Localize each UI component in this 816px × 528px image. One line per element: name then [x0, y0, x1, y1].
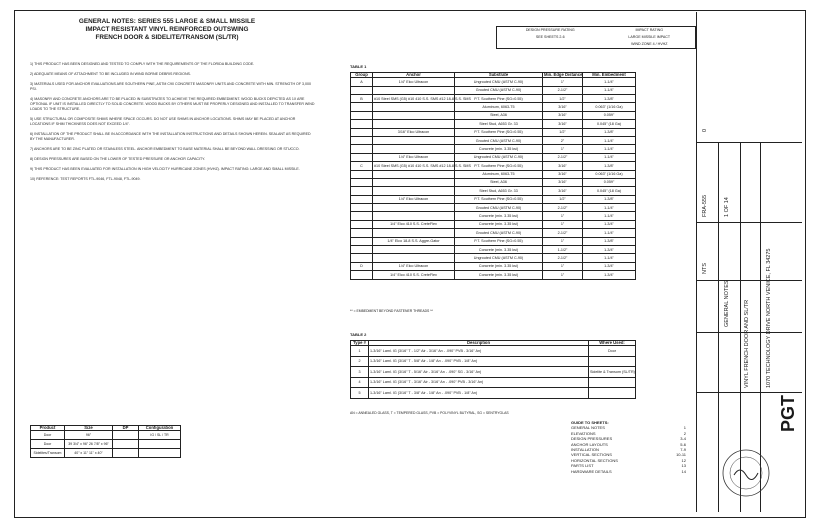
- product-cell: 40" x 11" 11" x 40": [65, 449, 113, 458]
- table1-cell: 2-1/2": [543, 86, 583, 94]
- toc-page: 14: [681, 468, 686, 474]
- table1-cell: 0.045" (18 Ga): [583, 120, 636, 128]
- table1-cell: [373, 246, 455, 254]
- product-header: DP: [113, 426, 139, 431]
- table-row: [351, 377, 636, 388]
- table-row: [351, 262, 636, 270]
- table1-cell: Grouted CMU (ASTM C-90): [455, 204, 543, 212]
- table1-cell: P.T. Southern Pine (SG=0.55): [455, 237, 543, 245]
- table1-cell: 3/16" Elco Ultracon: [373, 128, 455, 136]
- table1-cell: Grouted CMU (ASTM C-90): [455, 229, 543, 237]
- table1-cell: 1": [543, 237, 583, 245]
- table1-cell: Grouted CMU (ASTM C-90): [455, 86, 543, 94]
- table1-cell: 1-3/8": [583, 237, 636, 245]
- table1-cell: 1/4" Elco Ultracon: [373, 78, 455, 86]
- table1-cell: Ungrouted CMU (ASTM C-90): [455, 254, 543, 262]
- table1-cell: 0.063" (1/16 Ga): [583, 170, 636, 178]
- table1-cell: [373, 187, 455, 195]
- table-row: [351, 212, 636, 220]
- product-cell: [139, 440, 181, 449]
- table2-cell: 1-3/16" Laml. IG (3/16" T - 5/8" Air - 1/8" An - .090" PVB - 1/8" An): [369, 356, 589, 367]
- table-row: [351, 94, 636, 102]
- table-row: [351, 195, 636, 203]
- table1-cell: 1/4" Elco Ultracon: [373, 195, 455, 203]
- table1-cell: D: [351, 262, 373, 270]
- toc-label: GENERAL NOTES: [571, 425, 605, 431]
- anchor-table: [350, 72, 636, 280]
- table1-cell: 1": [543, 271, 583, 279]
- note-paragraph: 8) DESIGN PRESSURES ARE BASED ON THE LOWER OF TESTED PRESSURE OR ANCHOR CAPACITY.: [30, 156, 206, 161]
- table-row: [351, 86, 636, 94]
- toc-label: DESIGN PRESSURES: [571, 436, 613, 442]
- table1-cell: 1/2": [543, 195, 583, 203]
- rating-right-top: IMPACT RATING: [635, 28, 664, 33]
- table1-cell: 1/2": [543, 128, 583, 136]
- note-paragraph: 1) THIS PRODUCT HAS BEEN DESIGNED AND TESTED TO COMPLY WITH THE REQUIREMENTS OF THE FLORIDA BUILDING CODE.: [30, 62, 255, 66]
- sheet-number: 1 OF 14: [724, 197, 730, 217]
- toc-page: 7-9: [680, 447, 686, 453]
- table1-cell: 2-1/2": [543, 254, 583, 262]
- product-cell: Sidelites/Transom: [31, 449, 65, 458]
- table-row: [351, 254, 636, 262]
- table1-cell: 3/16": [543, 187, 583, 195]
- table1-cell: Concrete (min. 3.35 ksi): [455, 246, 543, 254]
- table1-cell: [373, 212, 455, 220]
- product-table: [30, 425, 181, 458]
- table-row: [351, 162, 636, 170]
- table2-cell: Door: [589, 346, 636, 357]
- product-cell: Door: [31, 431, 65, 440]
- table1-cell: 1-1/4": [583, 204, 636, 212]
- table-row: [351, 120, 636, 128]
- table-row: [351, 271, 636, 279]
- table2-cell: 5: [351, 388, 369, 399]
- company-logo: PGT: [778, 394, 798, 432]
- table1-cell: 3/16": [543, 178, 583, 186]
- table1-caption: TABLE 1: [350, 64, 367, 69]
- table1-footnote: ** = EMBEDMENT BEYOND FASTENER THREADS **: [350, 309, 433, 313]
- table1-cell: Concrete (min. 3.35 ksi): [455, 145, 543, 153]
- table-row: [351, 153, 636, 161]
- table1-cell: [373, 145, 455, 153]
- table1-cell: Steel Stud, A653 Gr. 33: [455, 187, 543, 195]
- product-header: Product: [31, 426, 65, 431]
- note-paragraph: 2) ADEQUATE MEANS OF ATTACHMENT TO BE INCLUDED IN WIND BORNE DEBRIS REGIONS.: [30, 72, 191, 77]
- table1-cell: 1": [543, 262, 583, 270]
- table1-cell: 0.063" (1/16 Ga): [583, 103, 636, 111]
- product-cell: [113, 440, 139, 449]
- table1-cell: C: [351, 162, 373, 170]
- notes-title-line: FRENCH DOOR & SIDELITE/TRANSOM (SL/TR): [95, 34, 239, 41]
- product-header: Size: [65, 426, 113, 431]
- table2-cell: [589, 356, 636, 367]
- table2-cell: 2: [351, 356, 369, 367]
- toc-label: VERTICAL SECTIONS: [571, 452, 612, 458]
- table1-cell: 1-3/4": [583, 271, 636, 279]
- table1-cell: Ungrouted CMU (ASTM C-90): [455, 153, 543, 161]
- toc-label: HARDWARE DETAILS: [571, 468, 612, 474]
- table1-cell: 0.059": [583, 111, 636, 119]
- table1-cell: 1/4" Elco 410 S.S. CreteFlex: [373, 271, 455, 279]
- table1-cell: Grouted CMU (ASTM C-90): [455, 136, 543, 144]
- toc-label: ANCHOR LAYOUTS: [571, 441, 608, 447]
- table1-cell: 1-3/4": [583, 220, 636, 228]
- table1-cell: 2-1/2": [543, 153, 583, 161]
- glass-table: [350, 340, 636, 399]
- table-row: [351, 388, 636, 399]
- table1-cell: 1-1/4": [583, 153, 636, 161]
- table2-cell: 4: [351, 377, 369, 388]
- table1-cell: 3/16": [543, 120, 583, 128]
- table1-cell: Concrete (min. 3.35 ksi): [455, 271, 543, 279]
- note-paragraph: 7) ANCHORS ARE TO BE ZINC PLATED OR STAINLESS STEEL. ANCHOR EMBEDMENT TO BASE MATERIAL SHALL BE BEYOND WALL DRESSING OR STUCCO.: [30, 146, 300, 151]
- table1-cell: P.T. Southern Pine (SG=0.55): [455, 94, 543, 102]
- table-row: [351, 178, 636, 186]
- table-row: [351, 111, 636, 119]
- table1-cell: 1": [543, 78, 583, 86]
- table2-cell: 1-3/16" Laml. IG (3/16" T - 5/16" Air - 3/16" An - .090" SG - 3/16" An): [369, 367, 589, 378]
- revision: 0: [702, 128, 708, 132]
- rating-left-bottom: SEE SHEETS 2-6: [535, 35, 565, 40]
- table1-cell: [351, 246, 373, 254]
- rating-right-bottom: WIND ZONE 4 / HVHZ: [631, 42, 668, 47]
- table1-cell: [351, 204, 373, 212]
- engineer-seal-icon: [720, 447, 772, 499]
- table1-cell: Concrete (min. 3.35 ksi): [455, 220, 543, 228]
- table1-cell: [351, 220, 373, 228]
- table1-cell: [351, 170, 373, 178]
- table1-cell: #10 Steel SMS (G5) #10 410 S.S. SMS #12 18-8 S.S. SMS: [373, 162, 455, 170]
- table2-header: Where Used:: [589, 341, 636, 346]
- table1-cell: 1": [543, 145, 583, 153]
- table1-header: Group: [351, 73, 373, 78]
- product-cell: 39 3/4" x 96" 26 7/8" x 96": [65, 440, 113, 449]
- toc-page: 1: [683, 425, 686, 431]
- table1-cell: 2-1/2": [543, 204, 583, 212]
- table1-cell: [351, 111, 373, 119]
- toc-page: 2: [683, 430, 686, 436]
- table-row: [351, 229, 636, 237]
- table1-cell: [373, 204, 455, 212]
- table1-cell: 1-1/2": [543, 246, 583, 254]
- table1-cell: [351, 212, 373, 220]
- table2-cell: Sidelite & Transom (SL/TR): [589, 367, 636, 378]
- table1-cell: 1-3/4": [583, 262, 636, 270]
- table1-cell: Concrete (min. 3.35 ksi): [455, 212, 543, 220]
- table1-cell: 1-1/4": [583, 229, 636, 237]
- note-paragraph: 6) INSTALLATION OF THE PRODUCT SHALL BE IN ACCORDANCE WITH THE INSTALLATION INSTRUCTIONS AND DETAILS SHOWN HEREIN. SEALANT AS REQUIRED BY THE MANUFACTURER.: [30, 131, 311, 141]
- table1-cell: 1-3/8": [583, 94, 636, 102]
- table2-cell: [589, 377, 636, 388]
- table1-cell: [351, 120, 373, 128]
- table1-cell: [351, 145, 373, 153]
- drawing-number: FRA-555: [702, 194, 708, 217]
- rating-box: [496, 26, 696, 49]
- table1-cell: [351, 187, 373, 195]
- toc-page: 13: [681, 463, 686, 469]
- table1-cell: 1-1/4": [583, 254, 636, 262]
- notes-title-line: GENERAL NOTES: SERIES 555 LARGE & SMALL MISSILE: [78, 18, 256, 25]
- table-row: [351, 237, 636, 245]
- toc-page: 3-4: [680, 436, 686, 442]
- table1-cell: 1-1/4": [583, 86, 636, 94]
- toc-label: PARTS LIST: [571, 463, 594, 469]
- table1-cell: P.T. Southern Pine (SG=0.55): [455, 195, 543, 203]
- table1-cell: 1-3/4": [583, 246, 636, 254]
- table1-header: Anchor: [373, 73, 455, 78]
- table-row: [31, 440, 181, 449]
- table1-cell: #10 Steel SMS (G5) #10 410 S.S. SMS #12 18-8 S.S. SMS: [373, 94, 455, 102]
- table1-cell: [351, 153, 373, 161]
- table1-cell: 1/2": [543, 94, 583, 102]
- table1-cell: [373, 103, 455, 111]
- table1-cell: [373, 170, 455, 178]
- table-row: [351, 346, 636, 357]
- table-row: [351, 220, 636, 228]
- note-paragraph: 9) THIS PRODUCT HAS BEEN EVALUATED FOR INSTALLATION IN HIGH VELOCITY HURRICANE ZONES (HVHZ). IMPACT RATING: LARGE AND SMALL MISSILE.: [30, 167, 300, 172]
- table2-header: Description: [369, 341, 589, 346]
- table1-cell: 1": [543, 212, 583, 220]
- table-row: [351, 170, 636, 178]
- table1-cell: 1-1/4": [583, 212, 636, 220]
- table2-header: Type #: [351, 341, 369, 346]
- table-row: [351, 103, 636, 111]
- table1-cell: [373, 178, 455, 186]
- table1-cell: Ungrouted CMU (ASTM C-90): [455, 78, 543, 86]
- table1-cell: 0.059": [583, 178, 636, 186]
- rating-left-top: DESIGN PRESSURE RATING: [525, 28, 575, 33]
- table1-cell: [351, 237, 373, 245]
- table1-cell: 1/4" Elco 410 S.S. CreteFlex: [373, 220, 455, 228]
- note-paragraph: 5) USE STRUCTURAL OR COMPOSITE SHIMS WHERE SPACE OCCURS. DO NOT USE SHIMS IN ANCHOR LOCATIONS. SHIMS MAY BE PLACED AT ANCHOR LOCATIONS IF SHIM THICKNESS DOES NOT EXCEED 1/4".: [30, 116, 296, 126]
- table-row: [31, 431, 181, 440]
- table-row: [351, 145, 636, 153]
- table1-cell: Steel, A36: [455, 178, 543, 186]
- table1-cell: 1-3/8": [583, 195, 636, 203]
- table-row: [351, 187, 636, 195]
- table1-cell: 2": [543, 136, 583, 144]
- table1-cell: 3/16": [543, 162, 583, 170]
- product-cell: IG / SL / TR: [139, 431, 181, 440]
- table-row: [351, 367, 636, 378]
- table1-cell: [351, 254, 373, 262]
- table1-cell: [351, 136, 373, 144]
- notes-title-line: IMPACT RESISTANT VINYL REINFORCED OUTSWING: [85, 26, 249, 33]
- table1-cell: [351, 103, 373, 111]
- table1-cell: [373, 136, 455, 144]
- table1-cell: Steel, A36: [455, 111, 543, 119]
- table2-cell: [589, 388, 636, 399]
- table-row: [31, 449, 181, 458]
- toc-title: GUIDE TO SHEETS:: [571, 420, 609, 425]
- table1-cell: P.T. Southern Pine (SG=0.55): [455, 162, 543, 170]
- table1-cell: [351, 195, 373, 203]
- table-row: [351, 204, 636, 212]
- table1-cell: [351, 178, 373, 186]
- table1-cell: [351, 271, 373, 279]
- table2-cell: 1-3/16" Laml. IG (3/16" T - 1/2" Air - 3/16" An - .090" PVB - 3/16" An): [369, 346, 589, 357]
- product-header: Configuration: [139, 426, 181, 431]
- table1-cell: 3/16": [543, 103, 583, 111]
- product-cell: [113, 431, 139, 440]
- table1-cell: 1-3/8": [583, 162, 636, 170]
- table1-cell: 0.045" (18 Ga): [583, 187, 636, 195]
- table1-cell: Steel Stud, A653 Gr. 33: [455, 120, 543, 128]
- table-row: [351, 78, 636, 86]
- table1-cell: [373, 120, 455, 128]
- toc-label: HORIZONTAL SECTIONS: [571, 457, 618, 463]
- table2-cell: 1-3/16" Laml. IG (3/16" T - 3/16" Air - 3/16" An - .090" PVB - 3/16" An): [369, 377, 589, 388]
- product-cell: [113, 449, 139, 458]
- table-row: [351, 356, 636, 367]
- toc-label: INSTALLATION: [571, 447, 599, 453]
- product-cell: [139, 449, 181, 458]
- table1-header: Min. Edge Distance: [544, 72, 583, 77]
- table2-cell: 1: [351, 346, 369, 357]
- table2-footnote: AN = ANNEALED GLASS, T = TEMPERED GLASS, PVB = POLYVINYL BUTYRAL, SG = SENTRYGLAS: [350, 411, 509, 415]
- table1-cell: 1": [543, 220, 583, 228]
- table-row: [351, 136, 636, 144]
- scale: NTS: [702, 263, 708, 274]
- toc-row: [571, 469, 686, 474]
- table-row: [351, 128, 636, 136]
- table1-cell: 1-1/4": [583, 78, 636, 86]
- note-paragraph: 10) REFERENCE: TEST REPORTS FTL-9046, FTL-9048, FTL-9049.: [30, 177, 141, 182]
- title-block: [696, 12, 802, 512]
- table-row: [351, 246, 636, 254]
- general-notes-body: [30, 62, 315, 188]
- note-paragraph: 4) MASONRY AND CONCRETE ANCHORS ARE TO BE PLACED IN SUBSTRATES TO ACHIEVE THE REQUIRED EMBEDMENT. WOOD BUCKS DEPICTED AS 1X ARE OPTIONAL IF UNIT IS INSTALLED DIRECTLY TO SOLID CONCRETE. WOOD BUCKS BY OTHERS MUST BE PROPERLY DESIGNED AND INSTALLED TO TRANSFER WIND LOADS TO THE STRUCTURE.: [30, 97, 315, 111]
- table1-cell: A: [351, 78, 373, 86]
- table1-cell: 3/16": [543, 111, 583, 119]
- table1-cell: 1/4" Elco 18-8 S.S. Aggre-Gator: [373, 237, 455, 245]
- product-cell: Door: [31, 440, 65, 449]
- drawing-title: VINYL FRENCH DOOR AND SL/TR: [744, 299, 750, 388]
- table1-header: Substrate: [455, 73, 543, 78]
- table1-cell: Aluminum, 6063-T5: [455, 103, 543, 111]
- table1-cell: 1/4" Elco Ultracon: [373, 262, 455, 270]
- toc-page: 12: [681, 457, 686, 463]
- table1-cell: 1-1/4": [583, 136, 636, 144]
- note-paragraph: 3) MATERIALS USED FOR ANCHOR EVALUATIONS ARE SOUTHERN PINE, ASTM C90 CONCRETE MASONRY UNITS AND CONCRETE WITH MIN. STRENGTH OF 3,000 PSI.: [30, 82, 312, 92]
- rating-right-mid: LARGE MISSILE IMPACT: [628, 35, 671, 40]
- toc-page: 5-6: [680, 441, 686, 447]
- address: 1070 TECHNOLOGY DRIVE NORTH VENICE, FL 34275: [766, 248, 772, 388]
- table1-cell: 2-1/2": [543, 229, 583, 237]
- toc-label: ELEVATIONS: [571, 430, 596, 436]
- table1-cell: 1-3/8": [583, 128, 636, 136]
- table2-cell: 1-3/16" Laml. IG (3/16" T - 3/8" Air - 1/8" An - .090" PVB - 1/8" An): [369, 388, 589, 399]
- sheet-name: GENERAL NOTES: [724, 280, 730, 327]
- table1-cell: [351, 128, 373, 136]
- table1-cell: [373, 254, 455, 262]
- table1-cell: Aluminum, 6063-T5: [455, 170, 543, 178]
- table1-cell: 3/16": [543, 170, 583, 178]
- table1-cell: [373, 86, 455, 94]
- table1-cell: P.T. Southern Pine (SG=0.55): [455, 128, 543, 136]
- toc-page: 10-11: [676, 452, 686, 458]
- guide-to-sheets: [571, 420, 686, 474]
- table1-cell: [351, 86, 373, 94]
- table1-cell: B: [351, 94, 373, 102]
- table1-cell: 1/4" Elco Ultracon: [373, 153, 455, 161]
- table1-header: Min. Embedment: [583, 73, 636, 78]
- table1-cell: [373, 111, 455, 119]
- table1-cell: Concrete (min. 3.35 ksi): [455, 262, 543, 270]
- table1-cell: [373, 229, 455, 237]
- general-notes-title: [32, 18, 302, 42]
- table1-cell: [351, 229, 373, 237]
- table2-cell: 3: [351, 367, 369, 378]
- table1-cell: 1-1/4": [583, 145, 636, 153]
- product-cell: 96": [65, 431, 113, 440]
- table2-caption: TABLE 2: [350, 332, 367, 337]
